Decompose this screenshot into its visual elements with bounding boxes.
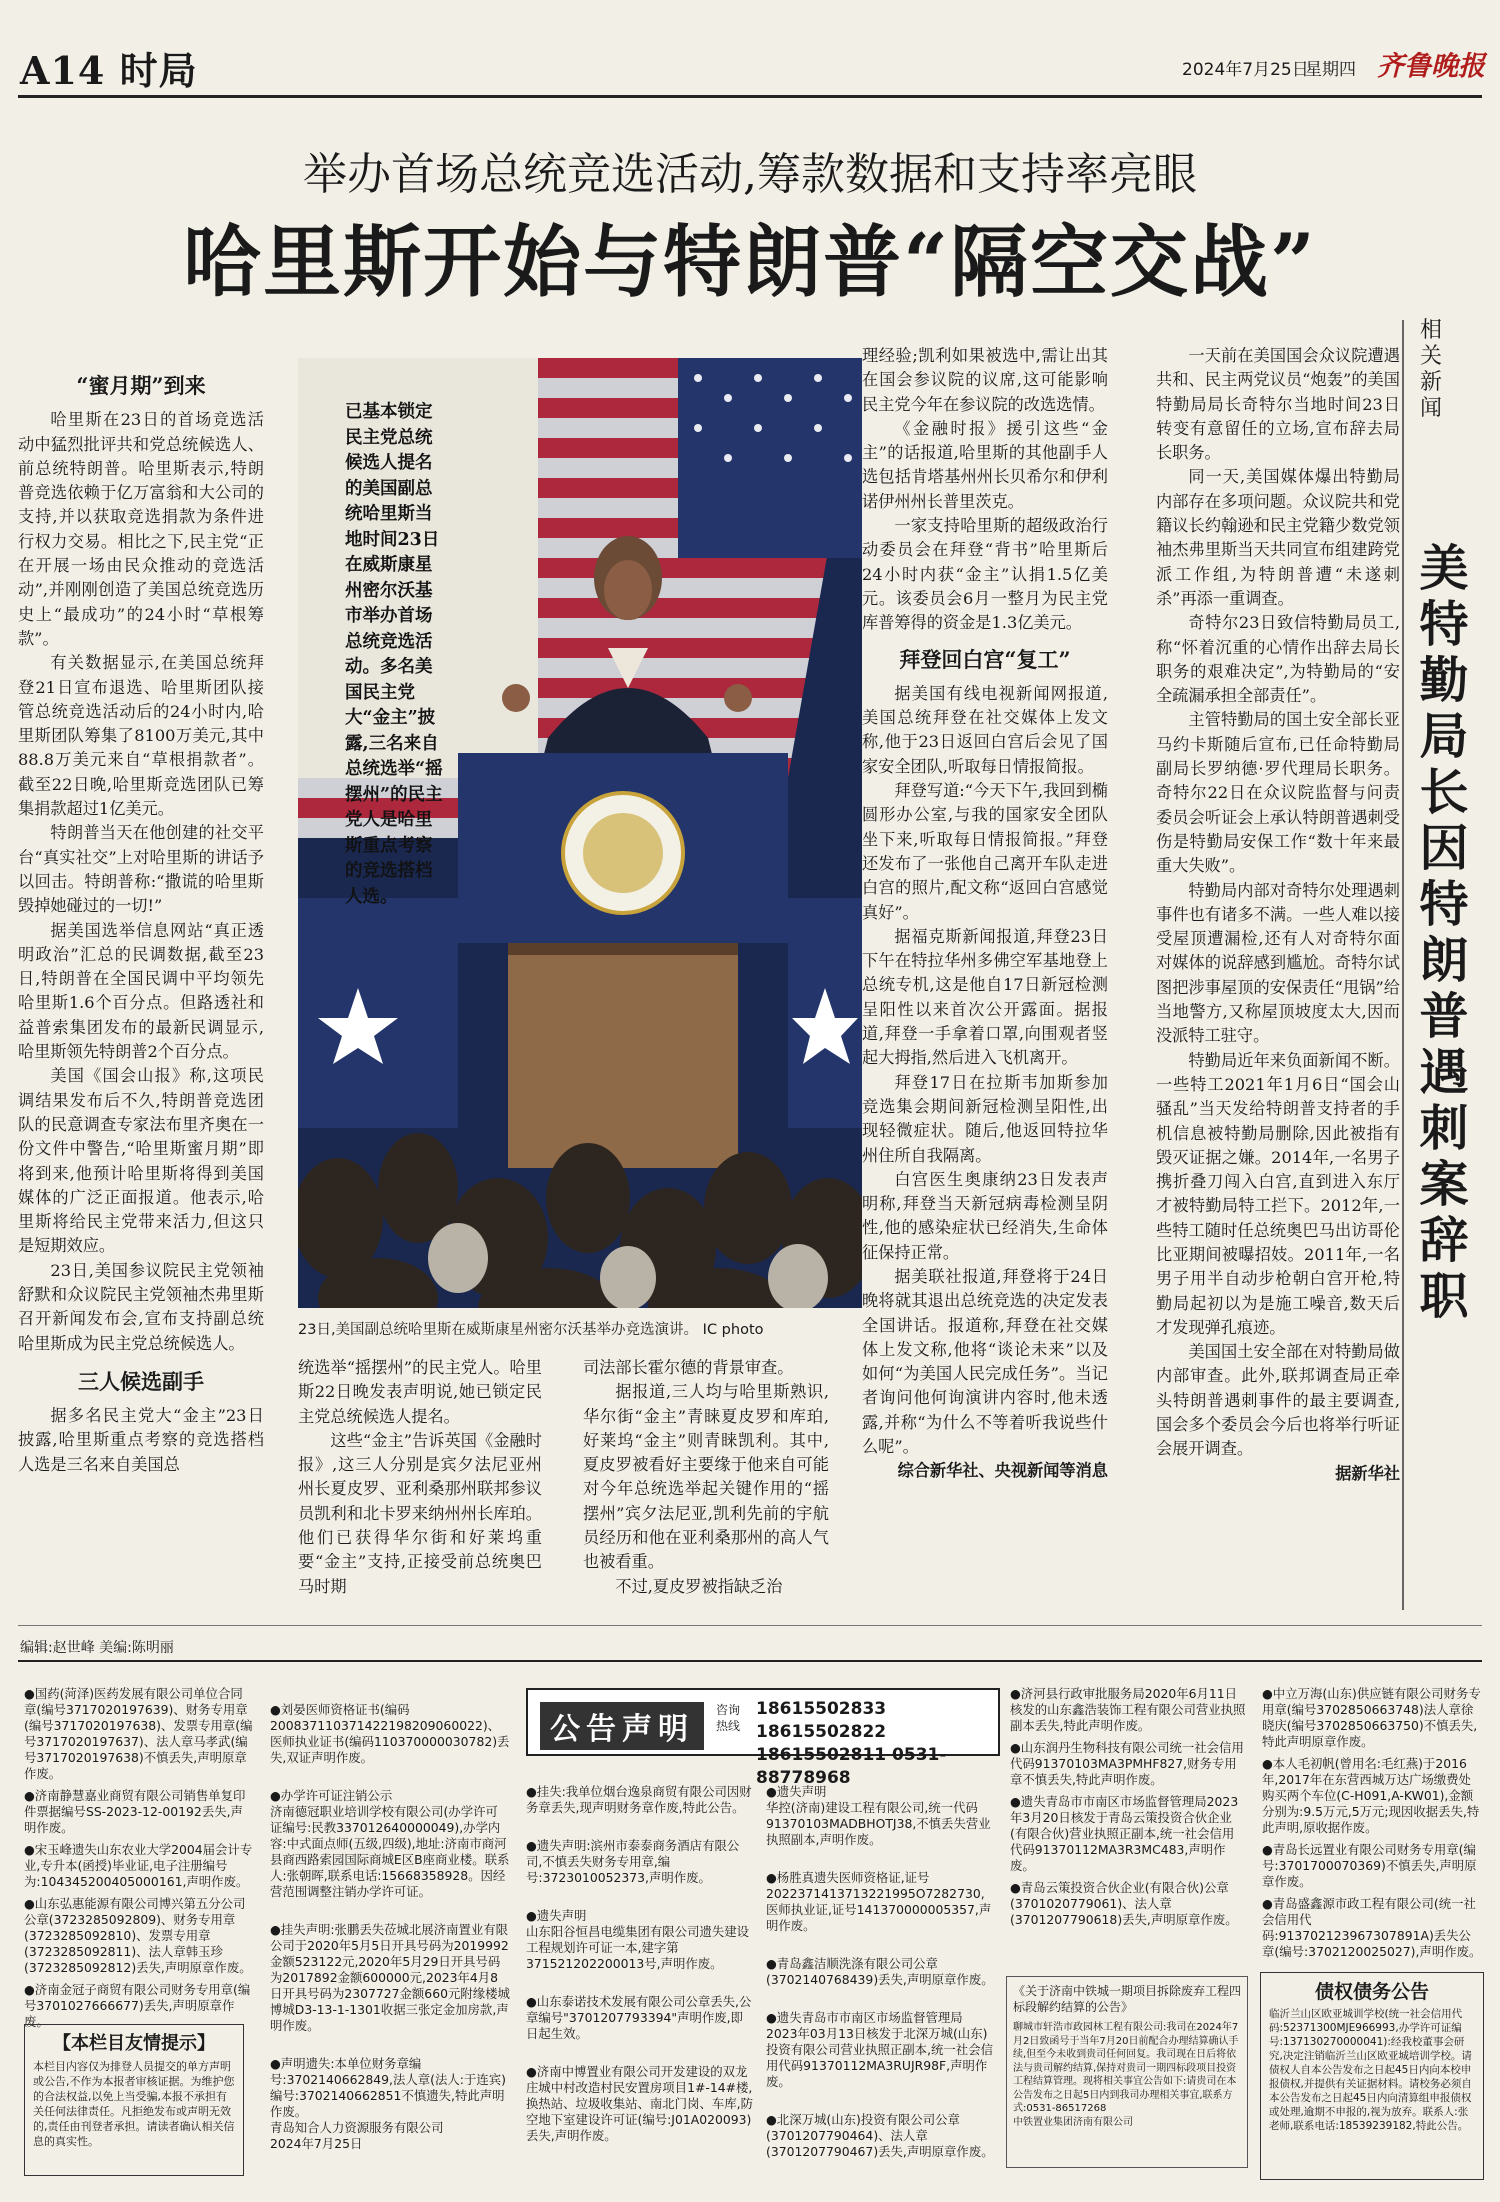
photo-caption: 23日,美国副总统哈里斯在威斯康星州密尔沃基举办竞选演讲。 IC photo: [298, 1322, 764, 1338]
paragraph: 拜登17日在拉斯韦加斯参加竞选集会期间新冠检测呈阳性,出现轻微症状。随后,他返回特拉华州住所自我隔离。: [862, 1072, 1108, 1165]
section-heading-running-mates: 三人候选副手: [78, 1368, 204, 1394]
classified-item: ●宋玉峰遗失山东农业大学2004届会计专业,专升本(函授)毕业证,电子注册编号为:104345200405000161,声明作废。: [24, 1842, 253, 1889]
classified-item: ●国药(菏泽)医药发展有限公司单位合同章(编号3717020197639)、财务专用章(编号3717020197638)、发票专用章(编号3717020197637)、法人章马孝武(编号3717020197638)不慎丢失,声明原章作废。: [24, 1686, 253, 1781]
article-column-2-bottom: [298, 1356, 542, 1599]
paragraph: 美国国土安全部在对特勤局做内部审查。此外,联邦调查局正牵头特朗普遇刺事件的最主要调查,国会多个委员会今后也将举行听证会展开调查。: [1156, 1342, 1400, 1459]
article-headline: 哈里斯开始与特朗普“隔空交战”: [183, 217, 1317, 308]
classified-item: ●遗失声明 山东阳谷恒昌电缆集团有限公司遗失建设工程规划许可证一本,建字第371521202200013号,声明作废。: [526, 1908, 750, 1971]
hotline-row: 18615502811 0531-88778968: [756, 1745, 947, 1788]
paragraph: 据美国选举信息网站“真正透明政治”汇总的民调数据,截至23日,特朗普在全国民调中平均领先哈里斯1.6个百分点。但路透社和益普索集团发布的最新民调显示,哈里斯领先特朗普2个百分点。: [18, 920, 264, 1062]
related-news-label: 相关新闻: [1419, 318, 1442, 421]
section-heading-biden: 拜登回白宫“复工”: [899, 646, 1071, 672]
classified-item: ●中立万海(山东)供应链有限公司财务专用章(编号3702850663748)法人章徐晓庆(编号3702850663750)不慎丢失,特此声明原章作废。: [1262, 1686, 1481, 1749]
classified-column-f: [1262, 1686, 1482, 1966]
article-column-3: [862, 344, 1108, 1484]
related-news-column: [1156, 344, 1400, 1486]
classified-item: ●青岛长远置业有限公司财务专用章(编号:3701700070369)不慎丢失,声明原章作废。: [1262, 1842, 1477, 1889]
tip-body: 本栏目内容仅为排登人员提交的单方声明或公告,不作为本报者审核证据。为维护您的合法权益,以免上当受骗,本报不承担有关任何法律责任。凡拒绝发布或声明无效的,责任由刊登者承担。请读者确认相关信息的真实性。: [33, 2060, 235, 2148]
classified-item: ●遗失青岛市市南区市场监督管理局2023年3月20日核发于青岛云策投资合伙企业(有限合伙)营业执照正副本,统一社会信用代码91370112MA3R3MC483,声明作废。: [1010, 1794, 1239, 1873]
classified-item: ●山东润丹生物科技有限公司统一社会信用代码91370103MA3PMHF827,财务专用章不慎丢失,特此声明作废。: [1010, 1740, 1244, 1787]
banner-title: 公告声明: [540, 1702, 704, 1750]
debt-notice-box: [1260, 1972, 1484, 2180]
paragraph: 据多名民主党大“金主”23日披露,哈里斯重点考察的竞选搭档人选是三名来自美国总: [18, 1406, 264, 1474]
classified-item: ●北深万城(山东)投资有限公司公章(3701207790464)、法人章(3701207790467)丢失,声明原章作废。: [766, 2112, 994, 2159]
column-divider: [1402, 320, 1404, 1610]
classified-item: ●遗失声明 华控(济南)建设工程有限公司,统一代码91370103MADBHOTJ38,不慎丢失营业执照副本,声明作废。: [766, 1784, 991, 1847]
paragraph: 特勤局近年来负面新闻不断。一些特工2021年1月6日“国会山骚乱”当天发给特朗普支持者的手机信息被特勤局删除,因此被指有毁灭证据之嫌。2014年,一名男子携折叠刀闯入白宫,直到进入东厅才被特勤局特工拦下。2012年,一些特工随时任总统奥巴马出访哥伦比亚期间被曝招妓。2011年,一名男子用半自动步枪朝白宫开枪,特勤局起初以为是施工噪音,数天后才发现弹孔痕迹。: [1156, 1050, 1400, 1337]
classified-item: ●遗失声明:滨州市泰泰商务酒店有限公司,不慎丢失财务专用章,编号:3723010052373,声明作废。: [526, 1838, 740, 1885]
article-column-3-bottom: [583, 1356, 829, 1599]
notice-banner: [526, 1688, 1000, 1788]
debt-title: 债权债务公告: [1314, 1981, 1429, 2003]
paragraph: 《金融时报》援引这些“金主”的话报道,哈里斯的其他副手人选包括肯塔基州州长贝希尔和伊利诺伊州州长普里茨克。: [862, 418, 1108, 511]
paragraph: 司法部长霍尔德的背景审查。: [583, 1358, 794, 1377]
tip-box: [24, 2024, 244, 2176]
notice-body: 聊城市轩浩市政园林工程有限公司:我司在2024年7月2日致函号于当年7月20日前配合办理结算确认手续,但至今未收到贵司任何回复。我司现在日后将依法与贵司解约结算,保持对贵司一期四标段项目投资工程结算管理。现将相关事宜公告如下:请贵司在本公告发布之日起5日内到我司办理相关事宜,联系方式:0531-86517268 中铁置业集团济南有限公司: [1013, 2022, 1239, 2128]
paragraph: 据美联社报道,拜登将于24日晚将就其退出总统竞选的决定发表全国讲话。报道称,拜登在社交媒体上发文称,他将“谈论未来”以及如何“为美国人民完成任务”。当记者询问他何询演讲内容时,他未透露,并称“为什么不等着听我说些什么呢”。: [862, 1266, 1108, 1457]
related-news-headline: 美特勤局长因特朗普遇刺案辞职: [1419, 539, 1469, 1325]
hotline-row: 18615502833 18615502822: [756, 1699, 887, 1742]
paragraph: 23日,美国参议院民主党领袖舒默和众议院民主党领袖杰弗里斯召开新闻发布会,宣布支持副总统哈里斯成为民主党总统候选人。: [18, 1260, 264, 1353]
classified-item: ●本人毛初帆(曾用名:毛红燕)于2016年,2017年在东营西城万达广场缴费处购买两个车位(C-H091,A-KW01),金额分别为:9.5万元,5万元;现因收据丢失,特此声明,原收据作废。: [1262, 1756, 1480, 1835]
paragraph: 特勤局内部对奇特尔处理遇刺事件也有诸多不满。一些人难以接受屋顶遭漏检,还有人对奇特尔面对媒体的说辞感到尴尬。奇特尔试图把涉事屋顶的安保责任“甩锅”给当地警方,又称屋顶坡度太大,因而没派特工驻守。: [1156, 880, 1400, 1046]
section-rule: [18, 1625, 1482, 1626]
paragraph: 奇特尔23日致信特勤局员工,称“怀着沉重的心情作出辞去局长职务的艰难决定”,为特勤局的“安全疏漏承担全部责任”。: [1156, 613, 1400, 706]
classified-column-c: [526, 1768, 754, 2166]
paragraph: 哈里斯在23日的首场竞选活动中猛烈批评共和党总统候选人、前总统特朗普。哈里斯表示,特朗普竞选依赖于亿万富翁和大公司的支持,并以获取竞选捐款为条件进行权力交易。相比之下,民主党“正在开展一场由民众推动的竞选活动”,并刚刚创造了美国总统竞选历史上“最成功”的24小时“草根筹款”。: [18, 410, 264, 648]
classified-item: ●济南金冠子商贸有限公司财务专用章(编号3701027666677)丢失,声明原章作废。: [24, 1982, 251, 2029]
paragraph: 白宫医生奥康纳23日发表声明称,拜登当天新冠病毒检测呈阴性,他的感染症状已经消失,生命体征保持正常。: [862, 1169, 1108, 1262]
section-heading-honeymoon: “蜜月期”到来: [76, 373, 206, 398]
classified-item: ●济南中博置业有限公司开发建设的双龙庄城中村改造村民安置房项目1#-14#楼,换热站、垃圾收集站、南北门岗、车库,防空地下室建设许可证(编号:J01A020093)丢失,声明作废。: [526, 2064, 753, 2143]
paragraph: 特朗普当天在他创建的社交平台“真实社交”上对哈里斯的讲话予以回击。特朗普称:“撒谎的哈里斯毁掉她碰过的一切!”: [18, 823, 264, 916]
classified-column-e: [1010, 1686, 1246, 1934]
classified-item: ●刘晏医师资格证书(编码200837110371422198209060022)、医师执业证书(编码110370000030782)丢失,双证声明作废。: [270, 1702, 510, 1765]
issue-weekday: 星期四: [1305, 60, 1356, 80]
classified-item: ●青岛鑫洁顺洗涤有限公司公章(3702140768439)丢失,声明原章作废。: [766, 1956, 994, 1987]
source-credit: 据新华社: [1335, 1463, 1400, 1483]
paragraph: 这些“金主”告诉英国《金融时报》,这三人分别是宾夕法尼亚州州长夏皮罗、亚利桑那州联邦参议员凯利和北卡罗来纳州州长库珀。他们已获得华尔街和好莱坞重要“金主”支持,正接受前总统奥巴马时期: [298, 1430, 542, 1596]
classified-item: ●声明遗失:本单位财务章编号:3702140662849,法人章(法人:于连宾)编号:3702140662851不慎遗失,特此声明作废。 青岛知合人力资源服务有限公司 2024年7月25日: [270, 2056, 506, 2151]
classified-item: ●遗失青岛市市南区市场监督管理局2023年03月13日核发于北深万城(山东)投资有限公司营业执照正副本,统一社会信用代码91370112MA3RUJR98F,声明作废。: [766, 2010, 993, 2089]
classified-item: ●办学许可证注销公示 济南德冠职业培训学校有限公司(办学许可证编号:民教337012640000049),办学内容:中式面点师(五级,四级),地址:济南市商河县商西路索园国际商城E区B座商业楼。联系人:张朝晖,联系电话:15668358928。因经营范围调整注销办学许可证。: [270, 1788, 510, 1899]
photo-overlay-text: 已基本锁定民主党总统候选人提名的美国副总统哈里斯当地时间23日在威斯康星州密尔沃基市举办首场总统竞选活动。多名美国民主党大“金主”披露,三名来自总统选举“摇摆州”的民主党人是哈里斯重点考察的竞选搭档人选。: [345, 402, 443, 907]
paragraph: 同一天,美国媒体爆出特勤局内部存在多项问题。众议院共和党籍议长约翰逊和民主党籍少数党领袖杰弗里斯当天共同宣布组建跨党派工作组,为特朗普遭“未遂刺杀”再添一重调查。: [1156, 467, 1400, 608]
paragraph: 据报道,三人均与哈里斯熟识,华尔街“金主”青睐夏皮罗和库珀,好莱坞“金主”则青睐凯利。其中,夏皮罗被看好主要缘于他来自可能对今年总统选举起关键作用的“摇摆州”宾夕法尼亚,凯利先前的宇航员经历和他在亚利桑那州的高人气也被看重。: [583, 1382, 829, 1572]
classified-item: ●山东泰诺技术发展有限公司公章丢失,公章编号"3701207793394"声明作废,即日起生效。: [526, 1994, 752, 2041]
classifieds-rule: [18, 1660, 1482, 1662]
classified-item: ●济河县行政审批服务局2020年6月11日核发的山东鑫浩装饰工程有限公司营业执照副本丢失,特此声明作废。: [1010, 1686, 1246, 1733]
classified-item: ●青岛盛鑫源市政工程有限公司(统一社会信用代码:913702123967307891A)丢失公章(编号:3702120025027),声明作废。: [1262, 1896, 1482, 1959]
header-rule: [18, 95, 1482, 98]
article-column-1: [18, 368, 264, 1477]
classified-item: ●济南静慧嘉业商贸有限公司销售单复印件票据编号SS-2023-12-00192丢失,声明作废。: [24, 1788, 246, 1835]
paragraph: 拜登写道:“今天下午,我回到椭圆形办公室,与我的国家安全团队坐下来,听取每日情报简报。”拜登还发布了一张他自己离开车队走进白宫的照片,配文称“返回白宫感觉真好”。: [862, 781, 1108, 922]
classified-item: ●青岛云策投资合伙企业(有限合伙)公章(3701020779061)、法人章(3701207790618)丢失,声明原章作废。: [1010, 1880, 1238, 1927]
paragraph: 据福克斯新闻报道,拜登23日下午在特拉华州多佛空军基地登上总统专机,这是他自17日新冠检测呈阳性以来首次公开露面。据报道,拜登一手拿着口罩,向围观者竖起大拇指,然后进入飞机离开。: [862, 926, 1108, 1068]
editor-credits: 编辑:赵世峰 美编:陈明丽: [20, 1640, 174, 1656]
notice-title: 《关于济南中铁城一期项目拆除废弃工程四标段解约结算的公告》: [1013, 1984, 1242, 2014]
issue-date: 2024年7月25日: [1182, 60, 1309, 80]
newspaper-logo: 齐鲁晚报: [1377, 51, 1485, 82]
classified-item: ●挂失:我单位烟台逸泉商贸有限公司因财务章丢失,现声明财务章作废,特此公告。: [526, 1784, 752, 1815]
debt-body: 临沂兰山区欧亚城训学校(统一社会信用代码:52371300MJE966993,办学许可证编号:137130270000041):经我校董事会研究,决定注销临沂兰山区欧亚城培训学校。请债权人自本公告发布之日起45日内向本校申报债权,并提供有关证据材料。请校务必须自本公告发布之日起45日内向清算组申报债权或处理,逾期不申报的,视为放弃。联系人:张老师,联系电话:18539239182,特此公告。: [1269, 2008, 1472, 2132]
paragraph: 美国《国会山报》称,这项民调结果发布后不久,特朗普竞选团队的民意调查专家法布里齐奥在一份文件中警告,“哈里斯蜜月期”即将到来,他预计哈里斯将得到美国媒体的广泛正面报道。他表示,哈里斯将给民主党带来活力,但这只是短期效应。: [18, 1066, 264, 1256]
paragraph: 主管特勤局的国土安全部长亚马约卡斯随后宣布,已任命特勤局副局长罗纳德·罗代理局长职务。奇特尔22日在众议院监督与问责委员会听证会上承认特朗普遇刺受伤是特勤局安保工作“数十年来最重大失败”。: [1156, 710, 1400, 876]
classified-column-b: [270, 1686, 510, 2174]
paragraph: 一天前在美国国会众议院遭遇共和、民主两党议员“炮轰”的美国特勤局局长奇特尔当地时间23日转变有意留任的立场,宣布辞去局长职务。: [1156, 346, 1400, 463]
tip-title: 【本栏目友情提示】: [53, 2033, 215, 2054]
classified-item: ●山东弘惠能源有限公司博兴第五分公司公章(3723285092809)、财务专用章(3723285092810)、发票专用章(3723285092811)、法人章韩玉珍(3723285092812)丢失,声明原章作废。: [24, 1896, 252, 1975]
paragraph: 理经验;凯利如果被选中,需让出其在国会参议院的议席,这可能影响民主党今年在参议院的改选选情。: [862, 346, 1108, 414]
classified-item: ●杨胜真遗失医师资格证,证号2022371413713221995O7282730,医师执业证,证号141370000005357,声明作废。: [766, 1870, 992, 1933]
page-section-label: A14 时局: [20, 48, 198, 93]
paragraph: 不过,夏皮罗被指缺乏治: [615, 1576, 783, 1596]
source-credit: 综合新华社、央视新闻等消息: [897, 1461, 1108, 1481]
paragraph: 据美国有线电视新闻网报道,美国总统拜登在社交媒体上发文称,他于23日返回白宫后会见了国家安全团队,听取每日情报简报。: [862, 683, 1108, 776]
settlement-notice-box: [1006, 1976, 1248, 2168]
paragraph: 一家支持哈里斯的超级政治行动委员会在拜登“背书”哈里斯后24小时内获“金主”认捐1.5亿美元。该委员会6月一整月为民主党库普筹得的资金是1.3亿美元。: [862, 516, 1108, 633]
paragraph: 统选举“摇摆州”的民主党人。哈里斯22日晚发表声明说,她已锁定民主党总统候选人提名。: [298, 1358, 542, 1426]
classified-column-a: [24, 1686, 254, 2036]
hotline-label: 咨询 热线: [716, 1703, 741, 1733]
classified-column-d: [766, 1768, 994, 2182]
classified-item: ●挂失声明:张鹏丢失莅城北展济南置业有限公司于2020年5月5日开具号码为2019992金额523122元,2020年5月29日开具号码为2017892金额600000元,2023年4月8日开具号码为2307727金额660元附缘楼城博城D3-13-1-1301收据三张定金加房款,声明作废。: [270, 1922, 510, 2033]
paragraph: 有关数据显示,在美国总统拜登21日宣布退选、哈里斯团队接管总统竞选活动后的24小时内,哈里斯团队筹集了8100万美元,其中88.8万美元来自“草根捐款者”。截至22日晚,哈里斯竞选团队已筹集捐款超过1亿美元。: [18, 653, 264, 819]
article-subtitle: 举办首场总统竞选活动,筹款数据和支持率亮眼: [303, 149, 1197, 200]
